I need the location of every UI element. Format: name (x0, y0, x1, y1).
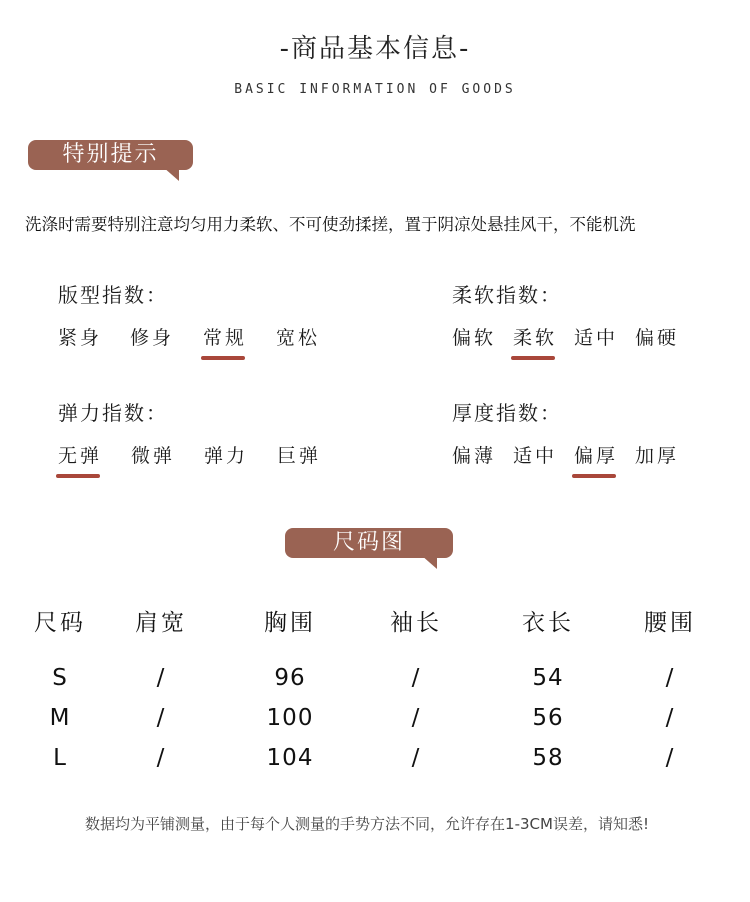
table-cell: / (411, 665, 421, 691)
table-cell: 104 (266, 745, 314, 771)
elasticity-option-selected: 无弹 (58, 441, 102, 468)
thickness-option: 适中 (513, 445, 558, 467)
table-cell: / (411, 705, 421, 731)
table-row (0, 665, 750, 695)
measurement-note: 数据均为平铺测量，由于每个人测量的手势方法不同，允许存在1-3CM误差，请知悉! (85, 815, 649, 833)
softness-option: 偏硬 (635, 327, 680, 349)
header-cell: 胸围 (264, 610, 316, 636)
table-cell: / (411, 745, 421, 771)
thickness-option-selected: 偏厚 (574, 441, 618, 468)
header-cell: 袖长 (390, 610, 442, 636)
table-cell: 100 (266, 705, 314, 731)
header-cell: 衣长 (522, 610, 574, 636)
table-cell: M (49, 705, 71, 731)
size-chart-tag-label: 尺码图 (332, 530, 405, 555)
table-row (0, 745, 750, 775)
thickness-index-label: 厚度指数： (452, 401, 562, 425)
table-cell: 58 (532, 745, 564, 771)
table-cell: / (665, 665, 675, 691)
softness-option: 适中 (574, 327, 619, 349)
header-cell: 尺码 (34, 610, 86, 636)
elasticity-index-label: 弹力指数： (58, 401, 168, 425)
thickness-index (452, 397, 680, 467)
header-cell: 肩宽 (135, 610, 187, 636)
table-cell: / (156, 705, 166, 731)
fit-option: 宽松 (276, 327, 321, 349)
table-cell: 54 (532, 665, 564, 691)
softness-index (452, 279, 680, 349)
table-cell: / (156, 745, 166, 771)
special-notice-tag-label: 特别提示 (62, 142, 159, 167)
table-cell: 56 (532, 705, 564, 731)
table-cell: 96 (274, 665, 306, 691)
thickness-option: 偏薄 (452, 445, 497, 467)
elasticity-index (58, 397, 322, 467)
elasticity-option: 微弹 (131, 445, 176, 467)
care-instructions: 洗涤时需要特别注意均匀用力柔软、不可使劲揉搓，置于阴凉处悬挂风干，不能机洗 (25, 215, 636, 234)
page-title: -商品基本信息- (279, 34, 471, 64)
table-cell: / (665, 705, 675, 731)
size-chart-tag (285, 528, 453, 558)
page-subtitle: BASIC INFORMATION OF GOODS (234, 82, 516, 97)
fit-index (58, 279, 321, 349)
elasticity-option: 巨弹 (277, 445, 322, 467)
softness-option-selected: 柔软 (513, 323, 557, 350)
elasticity-option: 弹力 (204, 445, 249, 467)
softness-index-label: 柔软指数： (452, 283, 562, 307)
fit-option: 紧身 (58, 327, 103, 349)
header-cell: 腰围 (644, 610, 696, 636)
fit-option: 修身 (130, 327, 175, 349)
thickness-option: 加厚 (635, 445, 680, 467)
table-cell: S (52, 665, 68, 691)
size-table-header (0, 604, 750, 634)
speech-bubble-tail-icon (163, 167, 179, 181)
table-cell: L (53, 745, 67, 771)
table-cell: / (665, 745, 675, 771)
fit-option-selected: 常规 (203, 323, 247, 350)
table-row (0, 705, 750, 735)
fit-index-label: 版型指数： (58, 283, 168, 307)
special-notice-tag (28, 140, 193, 170)
table-cell: / (156, 665, 166, 691)
softness-option: 偏软 (452, 327, 497, 349)
speech-bubble-tail-icon (421, 555, 437, 569)
